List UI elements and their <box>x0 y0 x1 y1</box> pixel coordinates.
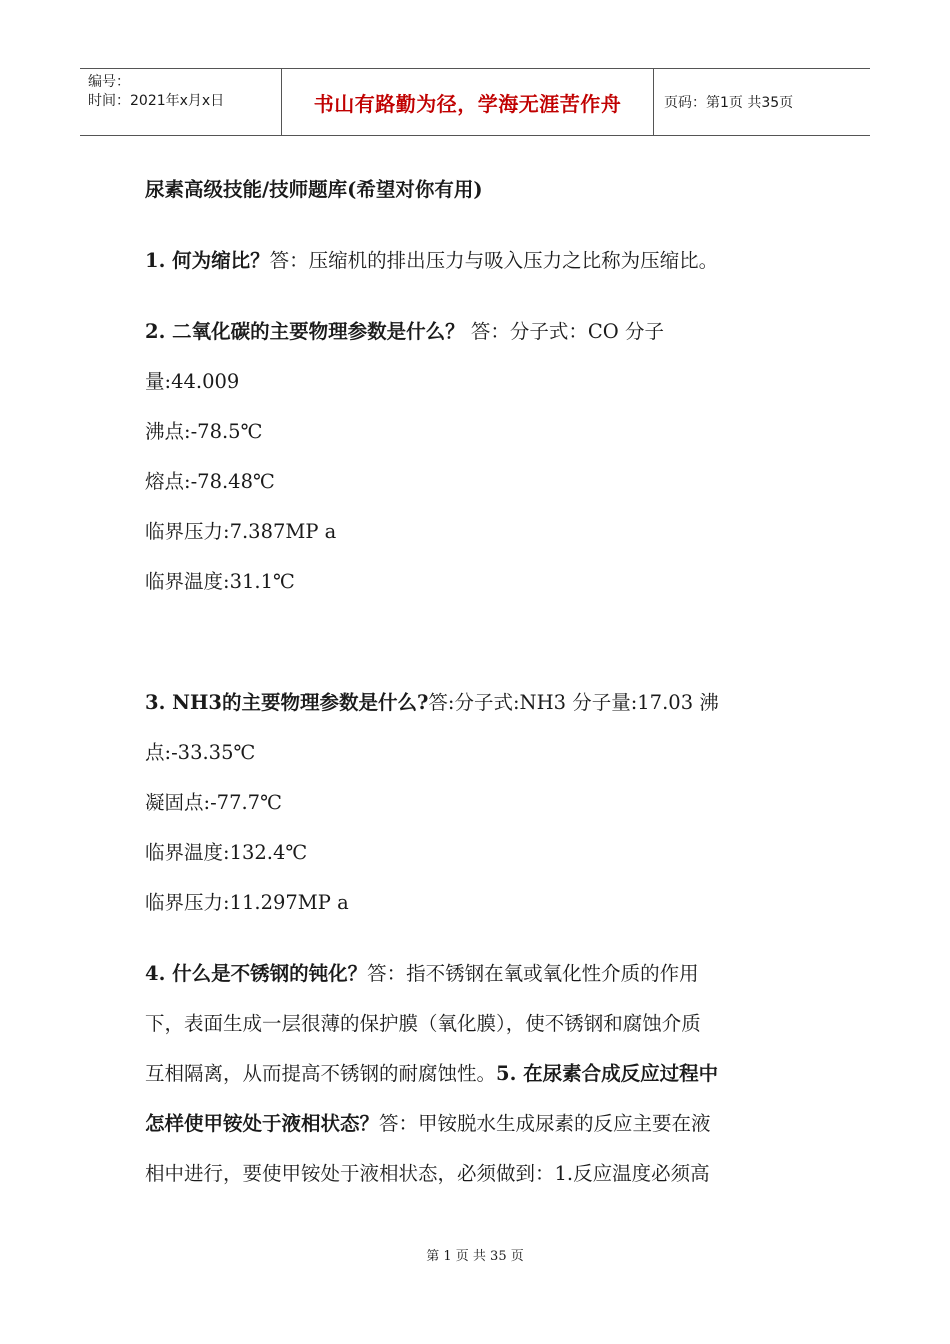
question-4 <box>145 954 815 1004</box>
answer-2-line: 临界压力:7.387MP a <box>145 520 337 543</box>
answer-1-text: 答：压缩机的排出压力与吸入压力之比称为压缩比。 <box>269 249 719 272</box>
serial-number-label: 编号： <box>88 74 130 90</box>
answer-4-line-3-with-question-5 <box>145 1054 815 1104</box>
page-footer: 第 1 页 共 35 页 <box>426 1249 524 1264</box>
answer-4-line-3: 互相隔离，从而提高不锈钢的耐腐蚀性。 <box>145 1062 497 1085</box>
header-page-number: 页码：第1页 共35页 <box>664 95 794 111</box>
date-label: 时间：2021年x月x日 <box>88 93 225 109</box>
answer-5-line-1: 答：甲铵脱水生成尿素的反应主要在液 <box>379 1112 711 1135</box>
answer-2-line: 沸点:-78.5℃ <box>145 420 263 443</box>
document-body <box>145 170 815 1204</box>
page-header <box>80 68 870 136</box>
answer-2-line: 量:44.009 <box>145 370 240 393</box>
answer-2-first-line: 答：分子式：CO 分子 <box>464 320 664 343</box>
answer-3-first-line: 答:分子式:NH3 分子量:17.03 沸 <box>428 691 719 714</box>
question-1 <box>145 241 815 291</box>
answer-3-line: 凝固点:-77.7℃ <box>145 791 282 814</box>
answer-3-line: 临界压力:11.297MP a <box>145 891 349 914</box>
question-1-text: 1. 何为缩比？ <box>145 249 270 272</box>
question-3 <box>145 683 815 733</box>
answer-4-line-2: 下，表面生成一层很薄的保护膜（氧化膜），使不锈钢和腐蚀介质 <box>145 1012 701 1035</box>
question-2-text: 2. 二氧化碳的主要物理参数是什么？ <box>145 320 465 343</box>
question-4-text: 4. 什么是不锈钢的钝化？ <box>145 962 368 985</box>
answer-3-line: 点:-33.35℃ <box>145 741 256 764</box>
answer-2-line: 熔点:-78.48℃ <box>145 470 275 493</box>
question-5-text-part-2: 怎样使甲铵处于液相状态？ <box>145 1112 380 1135</box>
answer-5-line-2: 相中进行，要使甲铵处于液相状态，必须做到：1.反应温度必须高 <box>145 1162 710 1185</box>
document-title: 尿素高级技能/技师题库(希望对你有用) <box>145 178 483 201</box>
answer-2-line: 临界温度:31.1℃ <box>145 570 295 593</box>
header-meta <box>80 69 282 135</box>
question-3-text: 3. NH3的主要物理参数是什么? <box>145 691 429 714</box>
answer-4-line-1: 答：指不锈钢在氧或氧化性介质的作用 <box>367 962 699 985</box>
header-motto: 书山有路勤为径，学海无涯苦作舟 <box>282 69 654 135</box>
answer-3-line: 临界温度:132.4℃ <box>145 841 308 864</box>
question-5-line-2 <box>145 1104 815 1154</box>
question-2 <box>145 312 815 362</box>
question-5-text-part-1: 5. 在尿素合成反应过程中 <box>496 1062 719 1085</box>
